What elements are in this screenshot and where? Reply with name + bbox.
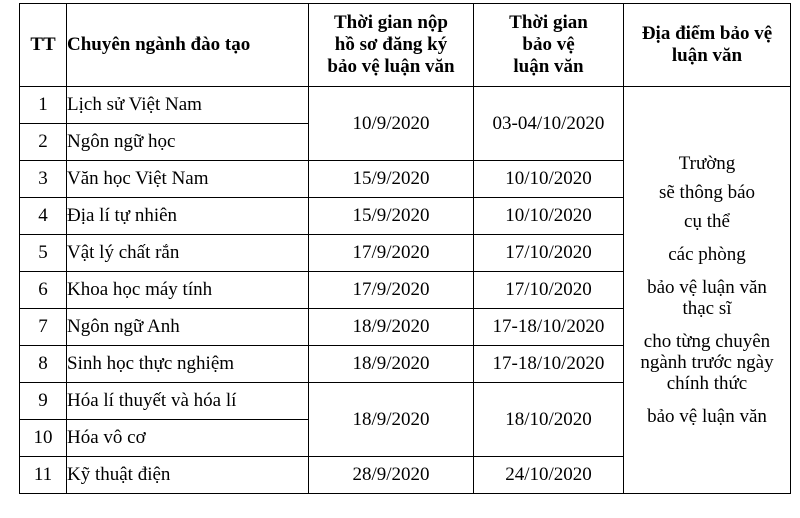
header-submission-line-1: Thời gian nộp (333, 12, 449, 33)
thesis-defense-schedule-table (19, 3, 791, 494)
header-submission-line-3: bảo vệ luận văn (327, 56, 455, 77)
major-name: Hóa lí thuyết và hóa lí (67, 383, 309, 420)
submission-date: 15/9/2020 (309, 198, 474, 235)
location-note-line: bảo vệ luận văn (647, 277, 767, 298)
header-defense-line-1: Thời gian (509, 12, 588, 33)
major-name: Ngôn ngữ học (67, 124, 309, 161)
header-location-line-2: luận văn (671, 45, 743, 66)
defense-date: 17-18/10/2020 (474, 309, 624, 346)
header-location-line-1: Địa điểm bảo vệ (641, 23, 773, 44)
location-note-line: các phòng (668, 244, 746, 265)
row-number: 7 (20, 309, 67, 346)
row-number: 8 (20, 346, 67, 383)
major-name: Hóa vô cơ (67, 420, 309, 457)
header-submission-time (309, 4, 474, 87)
row-number: 2 (20, 124, 67, 161)
defense-location-note (624, 87, 791, 494)
row-number: 4 (20, 198, 67, 235)
submission-date: 18/9/2020 (309, 309, 474, 346)
major-name: Sinh học thực nghiệm (67, 346, 309, 383)
defense-date: 10/10/2020 (474, 198, 624, 235)
location-note-line: chính thức (666, 373, 748, 394)
header-defense-location (624, 4, 791, 87)
defense-date: 17-18/10/2020 (474, 346, 624, 383)
submission-date: 18/9/2020 (309, 383, 474, 457)
defense-date: 17/10/2020 (474, 272, 624, 309)
major-name: Khoa học máy tính (67, 272, 309, 309)
location-note-line: Trường (678, 153, 736, 174)
location-note-line: cụ thể (684, 211, 730, 232)
location-note-line: ngành trước ngày (640, 352, 774, 373)
major-name: Vật lý chất rắn (67, 235, 309, 272)
row-number: 6 (20, 272, 67, 309)
defense-date: 18/10/2020 (474, 383, 624, 457)
location-note-line: bảo vệ luận văn (647, 406, 767, 427)
row-number: 11 (20, 457, 67, 494)
table-row (20, 87, 791, 124)
row-number: 10 (20, 420, 67, 457)
submission-date: 17/9/2020 (309, 272, 474, 309)
location-note-line: sẽ thông báo (658, 182, 756, 203)
header-tt: TT (20, 4, 67, 87)
header-major: Chuyên ngành đào tạo (67, 4, 309, 87)
location-note-line: thạc sĩ (682, 298, 732, 319)
submission-date: 15/9/2020 (309, 161, 474, 198)
submission-date: 18/9/2020 (309, 346, 474, 383)
row-number: 9 (20, 383, 67, 420)
defense-date: 24/10/2020 (474, 457, 624, 494)
major-name: Kỹ thuật điện (67, 457, 309, 494)
submission-date: 17/9/2020 (309, 235, 474, 272)
header-defense-line-3: luận văn (513, 56, 584, 77)
major-name: Lịch sử Việt Nam (67, 87, 309, 124)
defense-date: 03-04/10/2020 (474, 87, 624, 161)
defense-date: 10/10/2020 (474, 161, 624, 198)
row-number: 1 (20, 87, 67, 124)
header-defense-line-2: bảo vệ (522, 34, 575, 55)
row-number: 5 (20, 235, 67, 272)
major-name: Địa lí tự nhiên (67, 198, 309, 235)
major-name: Ngôn ngữ Anh (67, 309, 309, 346)
header-row (20, 4, 791, 87)
location-note-line: cho từng chuyên (643, 331, 771, 352)
submission-date: 10/9/2020 (309, 87, 474, 161)
defense-date: 17/10/2020 (474, 235, 624, 272)
row-number: 3 (20, 161, 67, 198)
major-name: Văn học Việt Nam (67, 161, 309, 198)
submission-date: 28/9/2020 (309, 457, 474, 494)
header-defense-time (474, 4, 624, 87)
header-submission-line-2: hồ sơ đăng ký (334, 34, 448, 55)
